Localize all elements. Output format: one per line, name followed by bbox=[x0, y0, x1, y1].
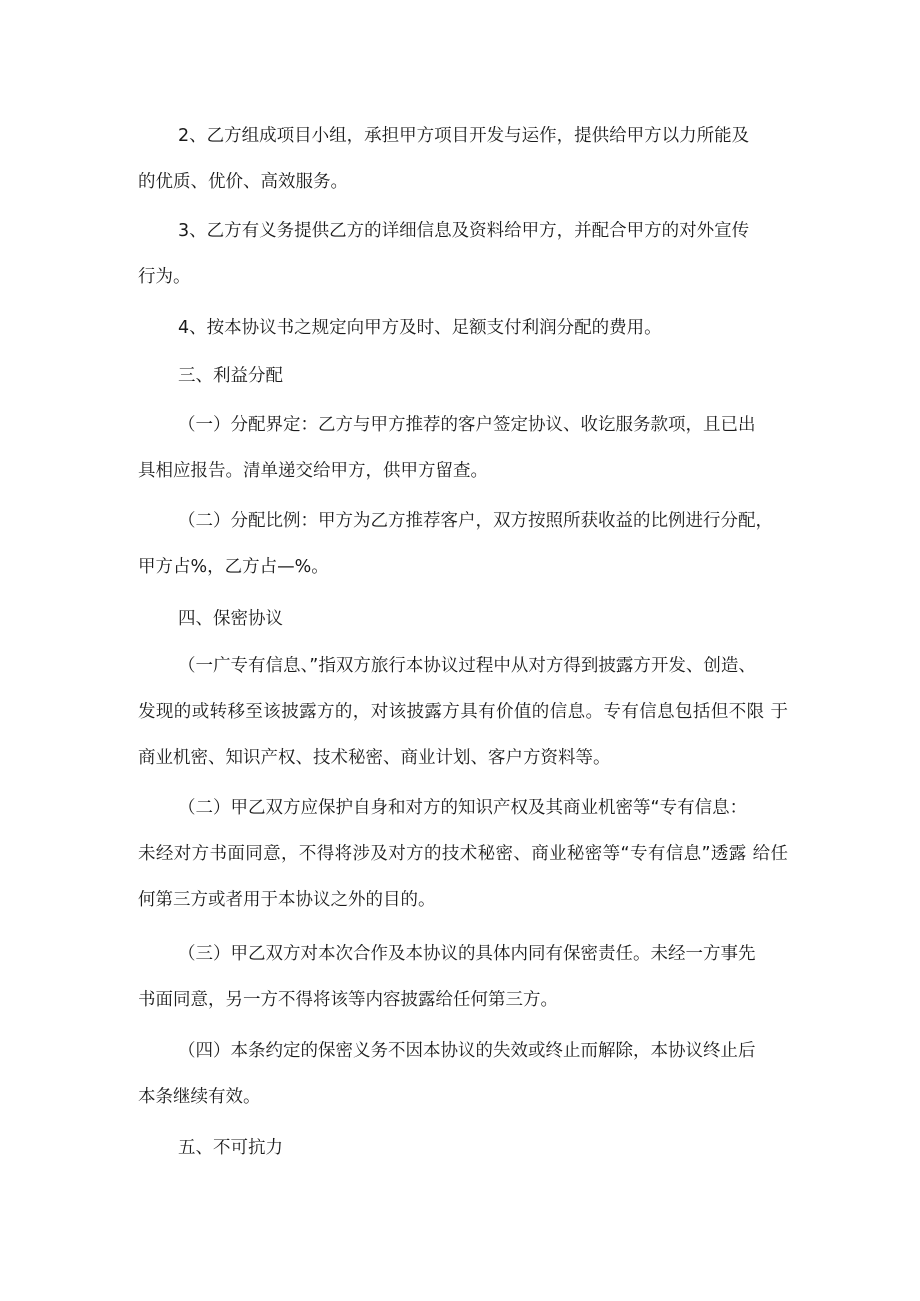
clause-3-line-2: 行为。 bbox=[138, 267, 191, 287]
distribution-ratio bbox=[138, 498, 788, 590]
clause-2 bbox=[138, 113, 788, 205]
clause-4 bbox=[138, 305, 788, 351]
confidentiality-4-line-1: （四）本条约定的保密义务不因本协议的失效或终止而解除，本协议终止后 bbox=[178, 1041, 756, 1061]
section-heading-profit-distribution: 三、利益分配 bbox=[178, 366, 283, 386]
clause-3-line-1: 3、乙方有义务提供乙方的详细信息及资料给甲方，并配合甲方的对外宣传 bbox=[178, 221, 750, 241]
section-heading-confidentiality: 四、保密协议 bbox=[178, 609, 283, 629]
confidentiality-2-line-1: （二）甲乙双方应保护自身和对方的知识产权及其商业机密等“专有信息： bbox=[178, 798, 748, 818]
confidentiality-4 bbox=[138, 1028, 788, 1120]
confidentiality-3-line-1: （三）甲乙双方对本次合作及本协议的具体内同有保密责任。未经一方事先 bbox=[178, 944, 756, 964]
clause-2-line-1: 2、乙方组成项目小组，承担甲方项目开发与运作，提供给甲方以力所能及 bbox=[178, 126, 750, 146]
confidentiality-1-line-3: 于商业机密、知识产权、技术秘密、商业计划、客户方资料等。 bbox=[138, 702, 788, 768]
confidentiality-2 bbox=[138, 785, 788, 923]
distribution-definition-line-2: 具相应报告。清单递交给甲方，供甲方留查。 bbox=[138, 461, 488, 481]
distribution-ratio-line-2: 甲方占%，乙方占—%。 bbox=[138, 557, 329, 577]
distribution-ratio-line-1: （二）分配比例：甲方为乙方推荐客户，双方按照所获收益的比例进行分配， bbox=[178, 511, 773, 531]
confidentiality-3 bbox=[138, 931, 788, 1023]
distribution-definition-line-1: （一）分配界定：乙方与甲方推荐的客户签定协议、收讫服务款项，且已出 bbox=[178, 415, 756, 435]
confidentiality-2-line-3: 给任何第三方或者用于本协议之外的目的。 bbox=[138, 844, 788, 910]
confidentiality-1-line-1: （一广专有信息、”指双方旅行本协议过程中从对方得到披露方开发、创造、 bbox=[178, 656, 756, 676]
confidentiality-3-line-2: 书面同意，另一方不得将该等内容披露给任何第三方。 bbox=[138, 990, 558, 1010]
section-heading-force-majeure: 五、不可抗力 bbox=[178, 1138, 283, 1158]
confidentiality-1-line-2: 发现的或转移至该披露方的，对该披露方具有价值的信息。专有信息包括但不限 bbox=[138, 702, 765, 722]
confidentiality-2-line-2: 未经对方书面同意，不得将涉及对方的技术秘密、商业秘密等“专有信息”透露 bbox=[138, 844, 747, 864]
clause-3 bbox=[138, 208, 788, 300]
clause-2-line-2: 的优质、优价、高效服务。 bbox=[138, 172, 348, 192]
confidentiality-4-line-2: 本条继续有效。 bbox=[138, 1087, 261, 1107]
clause-4-line-1: 4、按本协议书之规定向甲方及时、足额支付利润分配的费用。 bbox=[178, 318, 662, 338]
confidentiality-1 bbox=[138, 643, 788, 781]
distribution-definition bbox=[138, 402, 788, 494]
